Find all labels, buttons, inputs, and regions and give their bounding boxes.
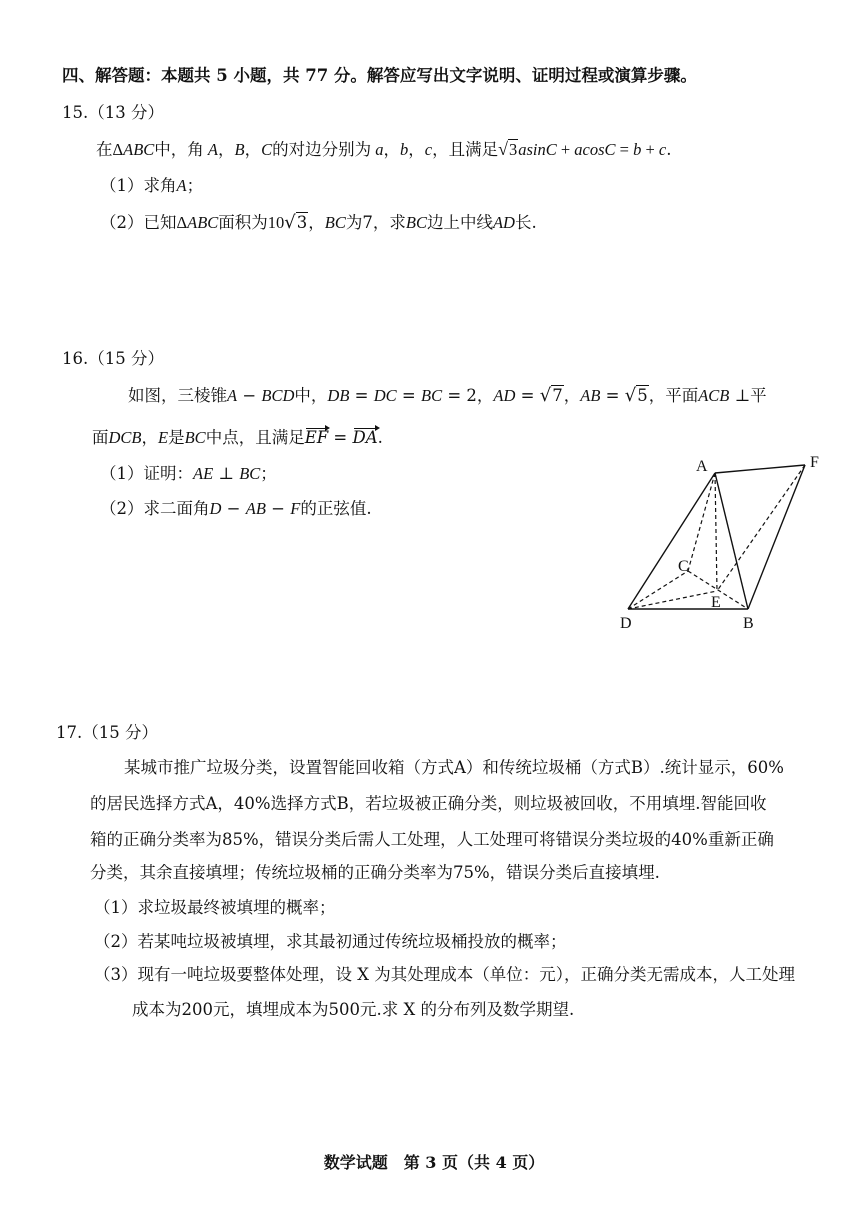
q16-stem-line2: 面DCB，E是BC中点，且满足EF = DA. — [92, 428, 383, 447]
label-C: C — [678, 558, 689, 575]
section-header: 四、解答题：本题共 5 小题，共 77 分。解答应写出文字说明、证明过程或演算步骤。 — [62, 66, 697, 85]
edge-AE — [715, 473, 717, 591]
label-A: A — [696, 458, 708, 475]
q15-part1: （1）求角A； — [100, 176, 204, 195]
q15-number: 15.（13 分） — [62, 103, 164, 122]
q16-stem-line1: 如图，三棱锥A − BCD中，DB = DC = BC = 2，AD = √7，AB = √5，平面ACB ⊥平 — [128, 385, 767, 406]
q17-part2: （2）若某吨垃圾被填埋，求其最初通过传统垃圾桶投放的概率； — [94, 932, 567, 951]
edge-AF — [715, 465, 805, 473]
q16-part2: （2）求二面角D − AB − F的正弦值. — [100, 499, 372, 518]
q17-number: 17.（15 分） — [56, 723, 158, 742]
edge-FE — [717, 465, 805, 591]
q15-stem: 在ΔABC中，角 A，B，C的对边分别为 a，b，c，且满足√3asinC + acosC = b + c. — [96, 139, 672, 159]
q17-stem-line1: 某城市推广垃圾分类，设置智能回收箱（方式A）和传统垃圾桶（方式B）.统计显示，60% — [124, 758, 784, 777]
q17-part3-line1: （3）现有一吨垃圾要整体处理，设 X 为其处理成本（单位：元），正确分类无需成本，人工处理 — [94, 965, 795, 984]
edge-AD — [628, 473, 715, 609]
edge-AC — [688, 473, 715, 571]
q17-part1: （1）求垃圾最终被填埋的概率； — [94, 898, 336, 917]
label-F: F — [810, 454, 819, 471]
q17-stem-line2: 的居民选择方式A，40%选择方式B，若垃圾被正确分类，则垃圾被回收，不用填埋.智能回收 — [90, 794, 767, 813]
label-E: E — [711, 594, 721, 611]
edge-FB — [748, 465, 805, 609]
label-D: D — [620, 615, 632, 632]
label-B: B — [743, 615, 754, 632]
q17-part3-line2: 成本为200元，填埋成本为500元.求 X 的分布列及数学期望. — [132, 1000, 575, 1019]
q17-stem-line4: 分类，其余直接填埋；传统垃圾桶的正确分类率为75%，错误分类后直接填埋. — [90, 863, 660, 882]
tetrahedron-figure — [600, 445, 840, 645]
edge-AB — [715, 473, 748, 609]
q16-number: 16.（15 分） — [62, 349, 164, 368]
page-footer: 数学试题 第 3 页（共 4 页） — [323, 1153, 545, 1172]
q15-part2: （2）已知ΔABC面积为10√3，BC为7，求BC边上中线AD长. — [100, 212, 537, 233]
q16-part1: （1）证明：AE ⊥ BC； — [100, 464, 277, 483]
q17-stem-line3: 箱的正确分类率为85%，错误分类后需人工处理，人工处理可将错误分类垃圾的40%重新正确 — [90, 830, 774, 849]
